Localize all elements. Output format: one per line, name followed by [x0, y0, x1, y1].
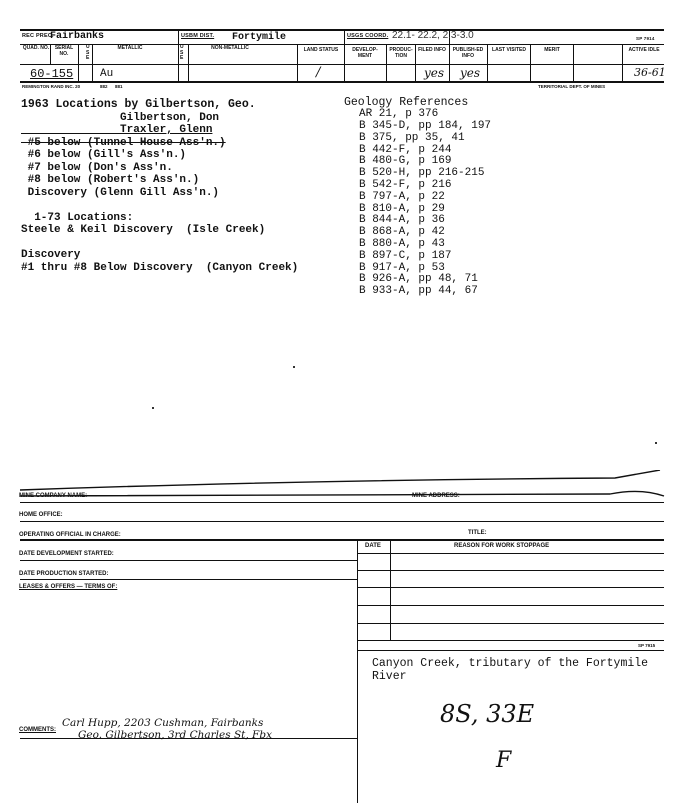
header-divider	[530, 44, 531, 82]
geology-ref: AR 21, p 376	[359, 108, 439, 121]
location-line: #1 thru #8 Below Discovery (Canyon Creek)	[21, 261, 299, 274]
geology-ref: B 868-A, p 42	[359, 226, 445, 239]
geology-ref: B 480-G, p 169	[359, 155, 452, 168]
location-line: 1-73 Locations:	[21, 211, 134, 224]
table-row-line	[357, 605, 664, 606]
published-info-label: PUBLISH-ED INFO	[452, 47, 484, 59]
date-production-label: DATE PRODUCTION STARTED:	[19, 571, 109, 577]
use-metallic-label: U S E	[86, 44, 90, 61]
serial-no-label: SERIAL NO.	[54, 45, 74, 57]
quad-value: 60-155	[30, 67, 74, 81]
land-status-label: LAND STATUS	[303, 47, 339, 53]
header-divider	[344, 44, 345, 82]
scan-speck	[655, 442, 657, 444]
header-row1-border	[20, 44, 664, 45]
usbm-dist-value: Fortymile	[232, 32, 287, 43]
rec-prec-value: Fairbanks	[50, 31, 105, 42]
location-line	[21, 237, 341, 250]
header-divider	[415, 44, 416, 82]
header-top-border	[20, 29, 664, 31]
rec-prec-label: REC PREC.	[22, 33, 54, 39]
comments-line-2: Geo. Gilbertson, 3rd Charles St, Fbx	[78, 729, 272, 741]
home-office-label: HOME OFFICE:	[19, 512, 63, 518]
territorial-label: TERRITORIAL DEPT. OF MINES	[538, 84, 606, 89]
location-line: #7 below (Don's Ass'n.	[21, 161, 173, 174]
header-divider	[178, 29, 179, 44]
geology-ref: B 375, pp 35, 41	[359, 131, 465, 144]
table-row-line	[357, 623, 664, 624]
header-divider	[622, 44, 623, 82]
form-number-bottom: SP 7915	[638, 643, 656, 648]
header-divider	[487, 44, 488, 82]
filed-info-label: FILED INFO	[418, 47, 446, 53]
scan-speck	[152, 407, 154, 409]
merit-label: MERIT	[544, 47, 560, 53]
geology-ref: B 897-C, p 187	[359, 249, 452, 262]
geology-ref: B 917-A, p 53	[359, 261, 445, 274]
use-nonmetallic-label: U S E	[180, 44, 184, 61]
metallic-value: Au	[100, 68, 114, 80]
header-divider	[297, 44, 298, 82]
table-row-line	[357, 570, 664, 571]
remington-code2: 881	[115, 84, 123, 89]
geology-ref: B 933-A, pp 44, 67	[359, 285, 478, 298]
scan-speck	[293, 366, 295, 368]
geology-references	[344, 97, 664, 298]
remington-label: REMINGTON RAND INC. 20	[22, 84, 81, 89]
location-note: Canyon Creek, tributary of the Fortymile River	[372, 657, 649, 683]
header-divider	[344, 29, 345, 44]
date-development-label: DATE DEVELOPMENT STARTED:	[19, 551, 114, 557]
header-divider	[78, 44, 79, 82]
location-line: #5 below (Tunnel House Ass'n.)	[21, 136, 226, 149]
card-tear-lines	[0, 470, 678, 500]
header-row2-border	[20, 64, 664, 65]
table-date-divider	[390, 539, 391, 641]
active-idle-label: ACTIVE IDLE	[628, 47, 660, 53]
land-status-value: /	[316, 65, 321, 80]
geology-ref: B 810-A, p 29	[359, 202, 445, 215]
location-line	[21, 199, 341, 212]
geology-ref-list	[359, 109, 678, 298]
title-label: TITLE:	[468, 530, 487, 536]
reason-column-label: REASON FOR WORK STOPPAGE	[454, 543, 550, 549]
geology-ref: B 926-A, pp 48, 71	[359, 273, 478, 286]
location-line: #8 below (Robert's Ass'n.)	[21, 174, 200, 186]
home-office-line	[20, 521, 664, 522]
location-line: 1963 Locations by Gilbertson, Geo.	[21, 98, 256, 111]
handwritten-mark: F	[496, 748, 512, 773]
mine-company-line	[20, 502, 664, 503]
header-divider	[573, 44, 574, 82]
location-line: Discovery (Glenn Gill Ass'n.)	[21, 186, 220, 199]
last-visited-label: LAST VISITED	[492, 47, 526, 53]
filed-info-value: yes	[424, 66, 445, 80]
quad-no-label: QUAD. NO.	[22, 45, 50, 51]
mine-address-label: MINE ADDRESS:	[412, 493, 460, 499]
active-idle-value: 36-61	[634, 66, 666, 79]
usbm-dist-label: USBM DIST.	[181, 33, 215, 39]
table-bottom-line	[357, 650, 664, 651]
location-line: Discovery	[21, 249, 81, 261]
nonmetallic-label: NON-METALLIC	[211, 45, 249, 51]
date-development-line	[20, 560, 358, 561]
leases-label: LEASES & OFFERS — TERMS OF:	[19, 584, 118, 590]
mine-company-label: MINE COMPANY NAME:	[19, 493, 88, 499]
geology-ref: B 844-A, p 36	[359, 214, 445, 227]
table-row-line	[357, 587, 664, 588]
comments-label: COMMENTS:	[19, 727, 56, 733]
header-divider	[178, 44, 179, 82]
geology-ref: B 797-A, p 22	[359, 190, 445, 203]
location-line: Gilbertson, Don	[21, 111, 220, 124]
remington-code1: 882	[100, 84, 108, 89]
development-label: DEVELOP-MENT	[352, 47, 378, 59]
metallic-label: METALLIC	[117, 45, 143, 51]
handwritten-coordinates: 8S, 33E	[440, 700, 535, 728]
date-production-line	[20, 579, 358, 580]
usgs-coord-label: USGS COORD.	[347, 33, 389, 39]
header-divider	[92, 44, 93, 82]
locations-block	[21, 99, 341, 274]
geology-ref: B 880-A, p 43	[359, 238, 445, 251]
form-number-top: SP 7914	[636, 36, 655, 41]
date-column-label: DATE	[365, 543, 381, 549]
geology-ref: B 345-D, pp 184, 197	[359, 120, 492, 133]
header-divider	[50, 44, 51, 64]
location-line: #6 below (Gill's Ass'n.)	[21, 149, 187, 161]
geology-ref: B 442-F, p 244	[359, 143, 452, 156]
operating-official-line	[20, 539, 664, 541]
operating-official-label: OPERATING OFFICIAL IN CHARGE:	[19, 532, 121, 538]
table-header-line	[357, 553, 664, 554]
location-line: Traxler, Glenn	[21, 124, 213, 136]
geology-ref: B 520-H, pp 216-215	[359, 167, 485, 180]
header-divider	[386, 44, 387, 82]
header-divider	[449, 44, 450, 82]
header-row3-border	[20, 81, 664, 83]
header-divider	[188, 44, 189, 82]
table-row-line	[357, 640, 664, 641]
published-info-value: yes	[460, 66, 481, 80]
geology-ref: B 542-F, p 216	[359, 179, 452, 192]
geology-title: Geology References	[344, 96, 469, 109]
comments-line-1: Carl Hupp, 2203 Cushman, Fairbanks	[62, 717, 264, 729]
location-line: Steele & Keil Discovery (Isle Creek)	[21, 224, 266, 236]
production-label: PRODUC-TION	[389, 47, 413, 59]
usgs-coord-value: 22.1- 22.2, 2.3-3.0	[392, 30, 474, 41]
